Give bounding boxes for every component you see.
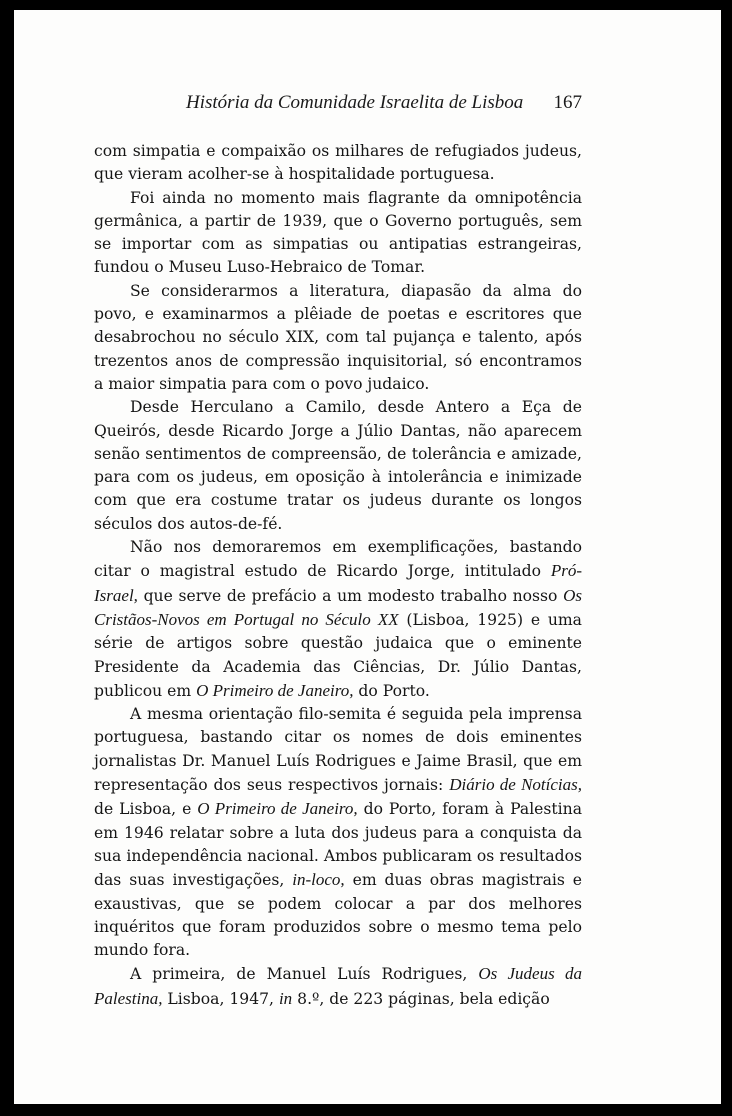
book-page [14, 10, 721, 1104]
paragraph [94, 187, 582, 280]
page-number: 167 [553, 92, 582, 113]
italic-text: Os Cristãos-Novos em Portugal no Século XX [94, 585, 582, 629]
body-text [94, 140, 582, 1011]
running-title: História da Comunidade Israelita de Lisboa [186, 92, 524, 113]
text-run: do Porto, foram à Palestina em 1946 relatar sobre a luta dos judeus para a conquista da sua independência nacional. Ambos publicaram os resultados das suas investigações, [94, 800, 583, 890]
text-run: que serve de prefácio a um modesto trabalho nosso [137, 586, 564, 605]
text-run: 8.º, de 223 páginas, bela edição [292, 989, 550, 1008]
text-run: Lisboa, 1947, [162, 989, 279, 1008]
text-run: em duas obras magistrais e exaustivas, que se podem colocar a par dos melhores inquéritos que foram produzidos sobre o mesmo tema pelo mundo fora. [94, 871, 582, 960]
italic-text: O Primeiro de Janeiro, [196, 680, 354, 700]
italic-text: Pró-Israel, [94, 561, 582, 605]
paragraph [94, 280, 582, 396]
italic-text: O Primeiro de Janeiro, [197, 799, 358, 819]
italic-text: in [278, 988, 293, 1008]
text-run: do Porto. [353, 681, 430, 700]
text-run: A mesma orientação filo-semita é seguida pela imprensa portuguesa, bastando citar os nomes de dois eminentes jornalistas Dr. Manuel Luís Rodrigues e Jaime Brasil, que em representação dos seus respectivos jornais: [94, 705, 582, 795]
italic-text: Diário de Notícias, [449, 775, 582, 795]
text-run: (Lisboa, 1925) e uma série de artigos sobre questão judaica que o eminente Presidente da Academia das Ciências, Dr. Júlio Dantas, publicou em [94, 610, 582, 700]
paragraph [94, 536, 582, 703]
text-run: Se considerarmos a literatura, diapasão da alma do povo, e examinarmos a plêiade de poetas e escritores que desabrochou no século XIX, com tal pujança e talento, após trezentos anos de compressão inquisitorial, só encontramos a maior simpatia para com o povo judaico. [94, 281, 582, 393]
paragraph [94, 140, 582, 187]
paragraph [94, 396, 582, 536]
text-run: de Lisboa, e [94, 800, 198, 819]
italic-text: Os Judeus da Palestina, [94, 964, 582, 1008]
text-run: Foi ainda no momento mais flagrante da omnipotência germânica, a partir de 1939, que o Governo português, sem se importar com as simpatias ou antipatias estrangeiras, fundou o Museu Luso-Hebraico de Tomar. [94, 188, 582, 277]
paragraph [94, 962, 582, 1011]
text-run: Desde Herculano a Camilo, desde Antero a Eça de Queirós, desde Ricardo Jorge a Júlio Dantas, não aparecem senão sentimentos de compreensão, de tolerância e amizade, para com os judeus, em oposição à intolerância e inimizade com que era costume tratar os judeus durante os longos séculos dos autos-de-fé. [94, 398, 582, 533]
paragraph [94, 703, 582, 962]
text-run: com simpatia e compaixão os milhares de refugiados judeus, que vieram acolher-se à hospitalidade portuguesa. [94, 142, 582, 184]
text-run: Não nos demoraremos em exemplificações, bastando citar o magistral estudo de Ricardo Jorge, intitulado [94, 538, 582, 581]
text-run: A primeira, de Manuel Luís Rodrigues, [130, 965, 479, 984]
italic-text: in-loco, [292, 870, 345, 890]
